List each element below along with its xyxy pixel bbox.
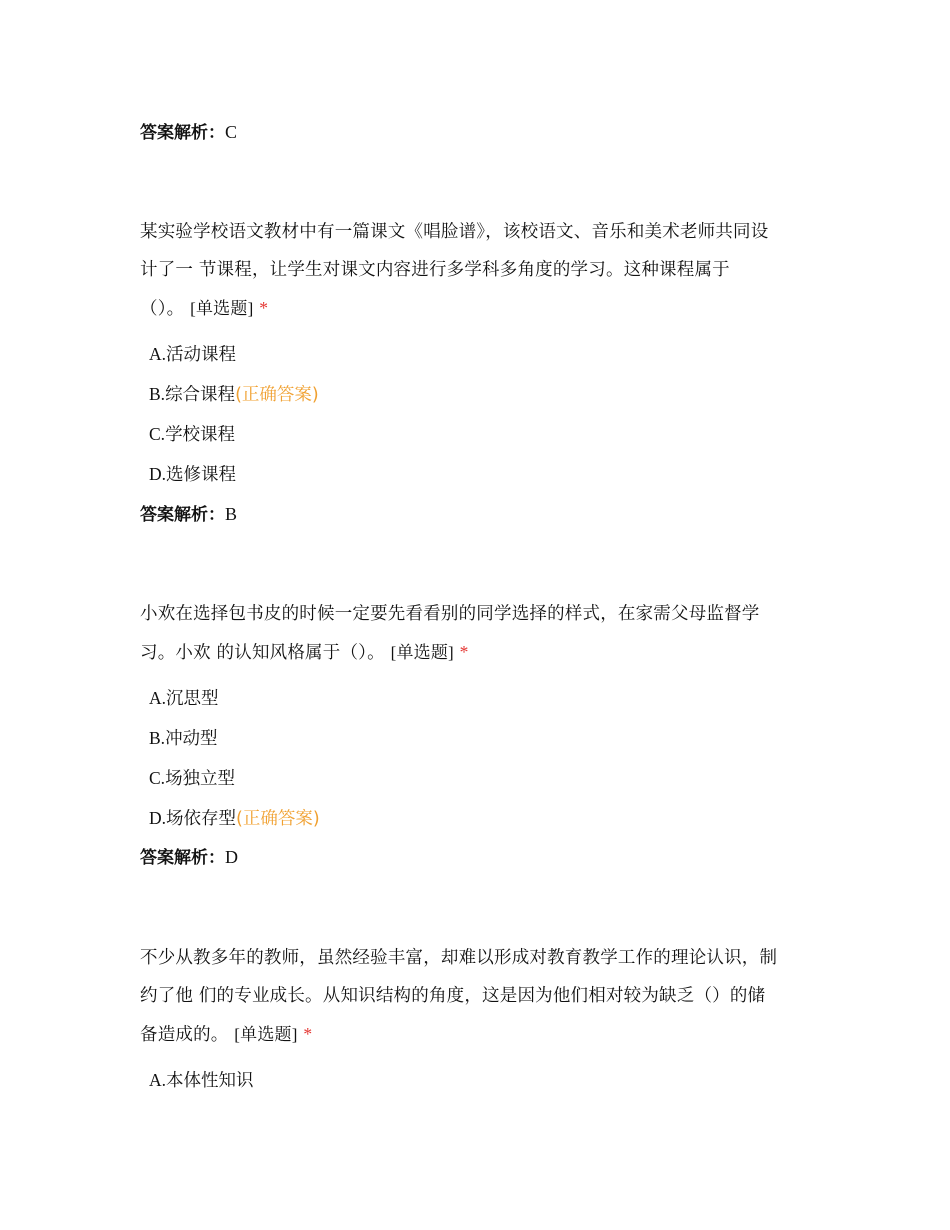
option-text: 选修课程 xyxy=(166,465,237,485)
question-line xyxy=(140,633,820,672)
analysis-answer: C xyxy=(225,122,238,142)
option-letter: A. xyxy=(149,688,167,708)
analysis-answer: D xyxy=(225,847,238,867)
option-letter: B. xyxy=(149,384,166,404)
question-line-end: 习。小欢 的认知风格属于（）。 xyxy=(140,643,385,663)
option-text: 学校课程 xyxy=(165,425,236,445)
analysis-label: 答案解析： xyxy=(140,505,225,525)
option-text: 场独立型 xyxy=(165,769,236,789)
question-type-tag: [单选题] xyxy=(390,643,454,662)
question-line xyxy=(140,1015,820,1054)
question-text xyxy=(140,213,820,328)
analysis-label: 答案解析： xyxy=(140,123,225,143)
option-letter: A. xyxy=(149,344,167,364)
option-text: 本体性知识 xyxy=(166,1071,254,1091)
correct-answer-marker: (正确答案) xyxy=(235,385,319,405)
option-text: 沉思型 xyxy=(166,689,219,709)
option-text: 活动课程 xyxy=(166,345,237,365)
option-item[interactable] xyxy=(149,805,320,832)
question-line xyxy=(140,289,820,328)
question-line-end: （）。 xyxy=(140,299,185,319)
analysis-label: 答案解析： xyxy=(140,848,225,868)
option-item[interactable] xyxy=(149,341,236,368)
option-letter: B. xyxy=(149,728,166,748)
question-line: 约了他 们的专业成长。从知识结构的角度，这是因为他们相对较为缺乏（）的储 xyxy=(140,986,766,1006)
option-letter: D. xyxy=(149,464,167,484)
analysis-answer: B xyxy=(225,504,238,524)
required-mark: * xyxy=(459,642,469,662)
option-item[interactable] xyxy=(149,765,235,792)
option-item[interactable] xyxy=(149,725,218,752)
question-line: 某实验学校语文教材中有一篇课文《唱脸谱》，该校语文、音乐和美术老师共同设 xyxy=(140,222,769,242)
question-text xyxy=(140,939,820,1054)
option-letter: C. xyxy=(149,768,166,788)
option-letter: D. xyxy=(149,808,167,828)
question-line: 不少从教多年的教师，虽然经验丰富，却难以形成对教育教学工作的理论认识，制 xyxy=(140,948,778,968)
question-line: 计了一 节课程，让学生对课文内容进行多学科多角度的学习。这种课程属于 xyxy=(140,260,730,280)
required-mark: * xyxy=(303,1024,313,1044)
option-item[interactable] xyxy=(149,461,236,488)
required-mark: * xyxy=(259,298,269,318)
answer-analysis xyxy=(140,844,820,871)
question-type-tag: [单选题] xyxy=(234,1025,298,1044)
question-type-tag: [单选题] xyxy=(190,299,254,318)
question-text xyxy=(140,595,820,672)
correct-answer-marker: (正确答案) xyxy=(236,809,320,829)
option-letter: A. xyxy=(149,1070,167,1090)
option-text: 冲动型 xyxy=(165,729,218,749)
option-text: 场依存型 xyxy=(166,809,237,829)
option-text: 综合课程 xyxy=(165,385,236,405)
option-item[interactable] xyxy=(149,685,219,712)
option-item[interactable] xyxy=(149,1067,254,1094)
answer-analysis xyxy=(140,501,820,528)
option-item[interactable] xyxy=(149,381,319,408)
question-line-end: 备造成的。 xyxy=(140,1025,229,1045)
question-line: 小欢在选择包书皮的时候一定要先看看别的同学选择的样式，在家需父母监督学 xyxy=(140,604,760,624)
answer-analysis xyxy=(140,119,820,146)
option-item[interactable] xyxy=(149,421,235,448)
option-letter: C. xyxy=(149,424,166,444)
